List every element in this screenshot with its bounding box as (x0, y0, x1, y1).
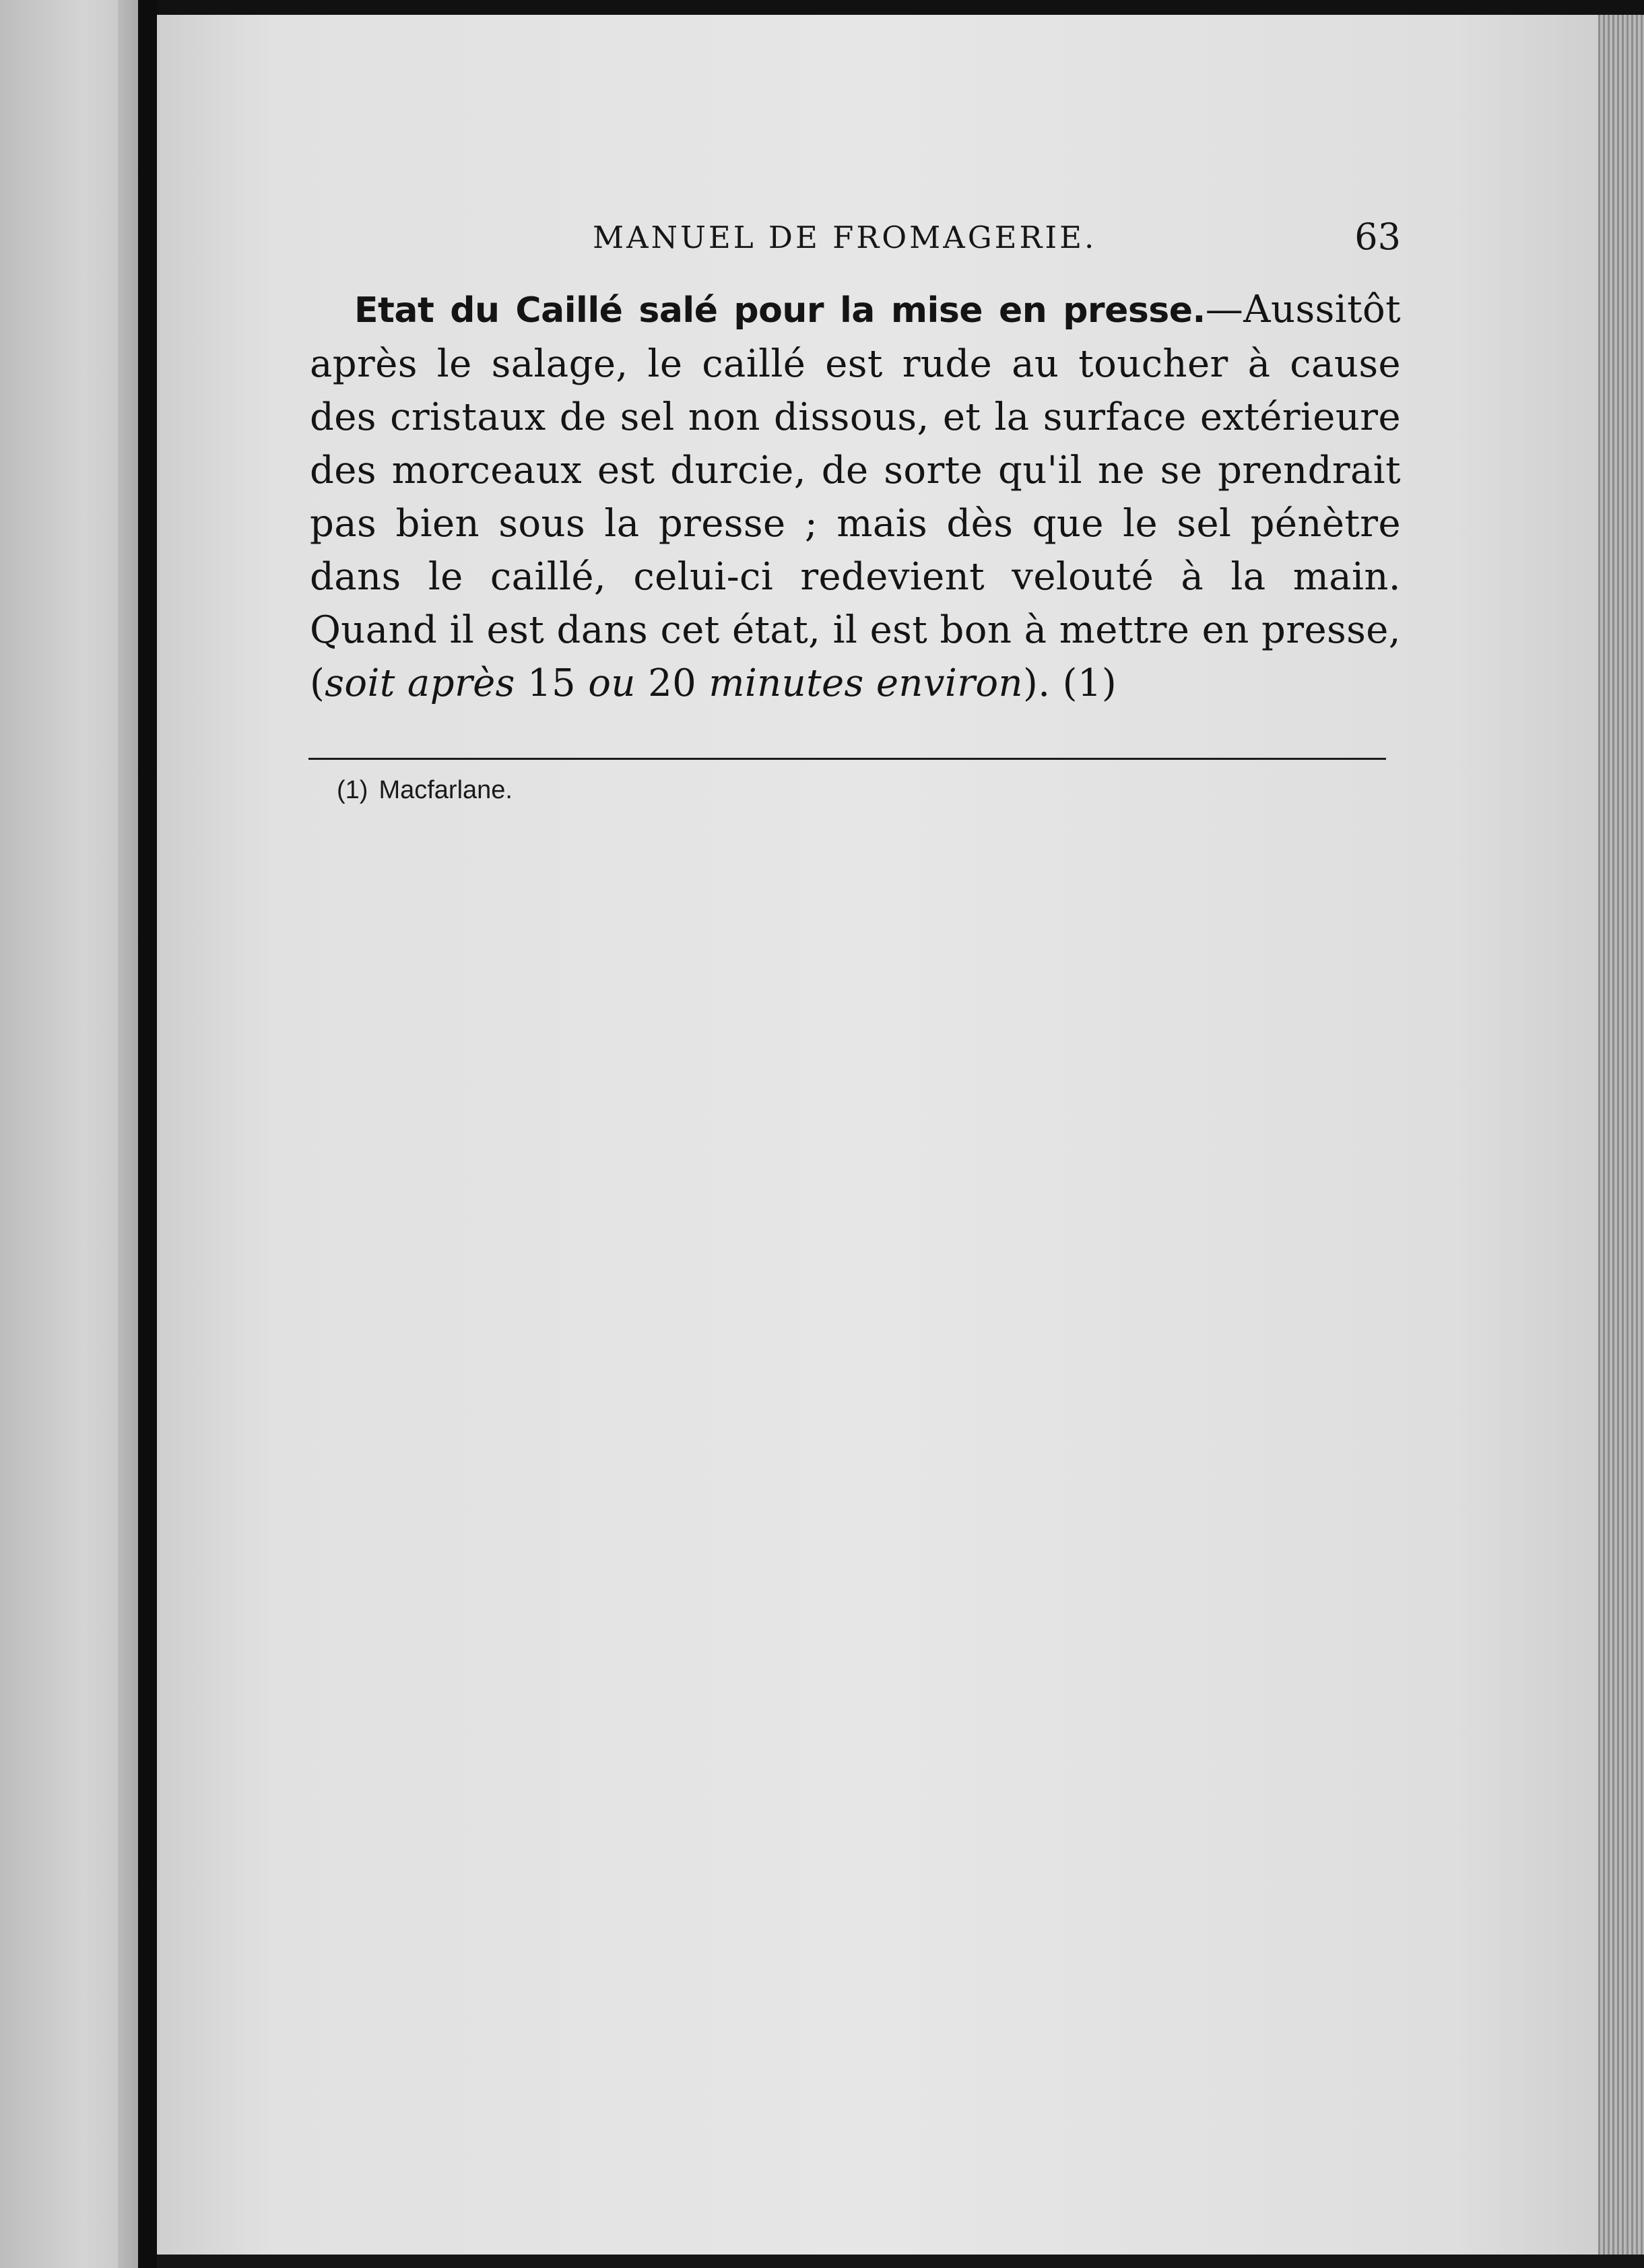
paragraph (310, 283, 1401, 710)
footnote (337, 776, 513, 805)
paragraph-text: Aussitôt après le salage, le caillé est rude au toucher à cause des cristaux de sel non dissous, et la surface extérieure des morceaux est durcie, de sorte qu'il ne se prendrait pas bien sous la presse ; mais dès que le sel pénètre dans le caillé, celui-ci redevient velouté à la main. Quand il est dans cet état, il est bon à mettre en presse, ( (310, 288, 1401, 705)
heading-dash: — (1205, 288, 1244, 331)
top-scan-border (157, 0, 1644, 15)
section-heading: Etat du Caillé salé pour la mise en presse. (354, 290, 1206, 331)
page-number: 63 (1354, 216, 1401, 258)
footnote-marker: (1) (337, 776, 368, 804)
italic-text: soit après (325, 661, 515, 705)
bottom-scan-border (157, 2255, 1644, 2268)
number-text: 20 (635, 661, 709, 705)
page-stack-edge (1598, 15, 1644, 2255)
page-header (310, 216, 1401, 269)
footnote-text: Macfarlane. (379, 776, 513, 804)
number-text: 15 (515, 661, 589, 705)
left-page-shadow (118, 0, 138, 2268)
footnote-reference: (1) (1062, 661, 1117, 705)
italic-text: minutes environ (709, 661, 1023, 705)
body-paragraph (310, 283, 1401, 710)
running-title: MANUEL DE FROMAGERIE. (593, 220, 1097, 255)
paragraph-text-end: ). (1022, 661, 1063, 705)
book-binding (138, 0, 157, 2268)
italic-text: ou (588, 661, 636, 705)
footnote-divider (308, 758, 1386, 760)
